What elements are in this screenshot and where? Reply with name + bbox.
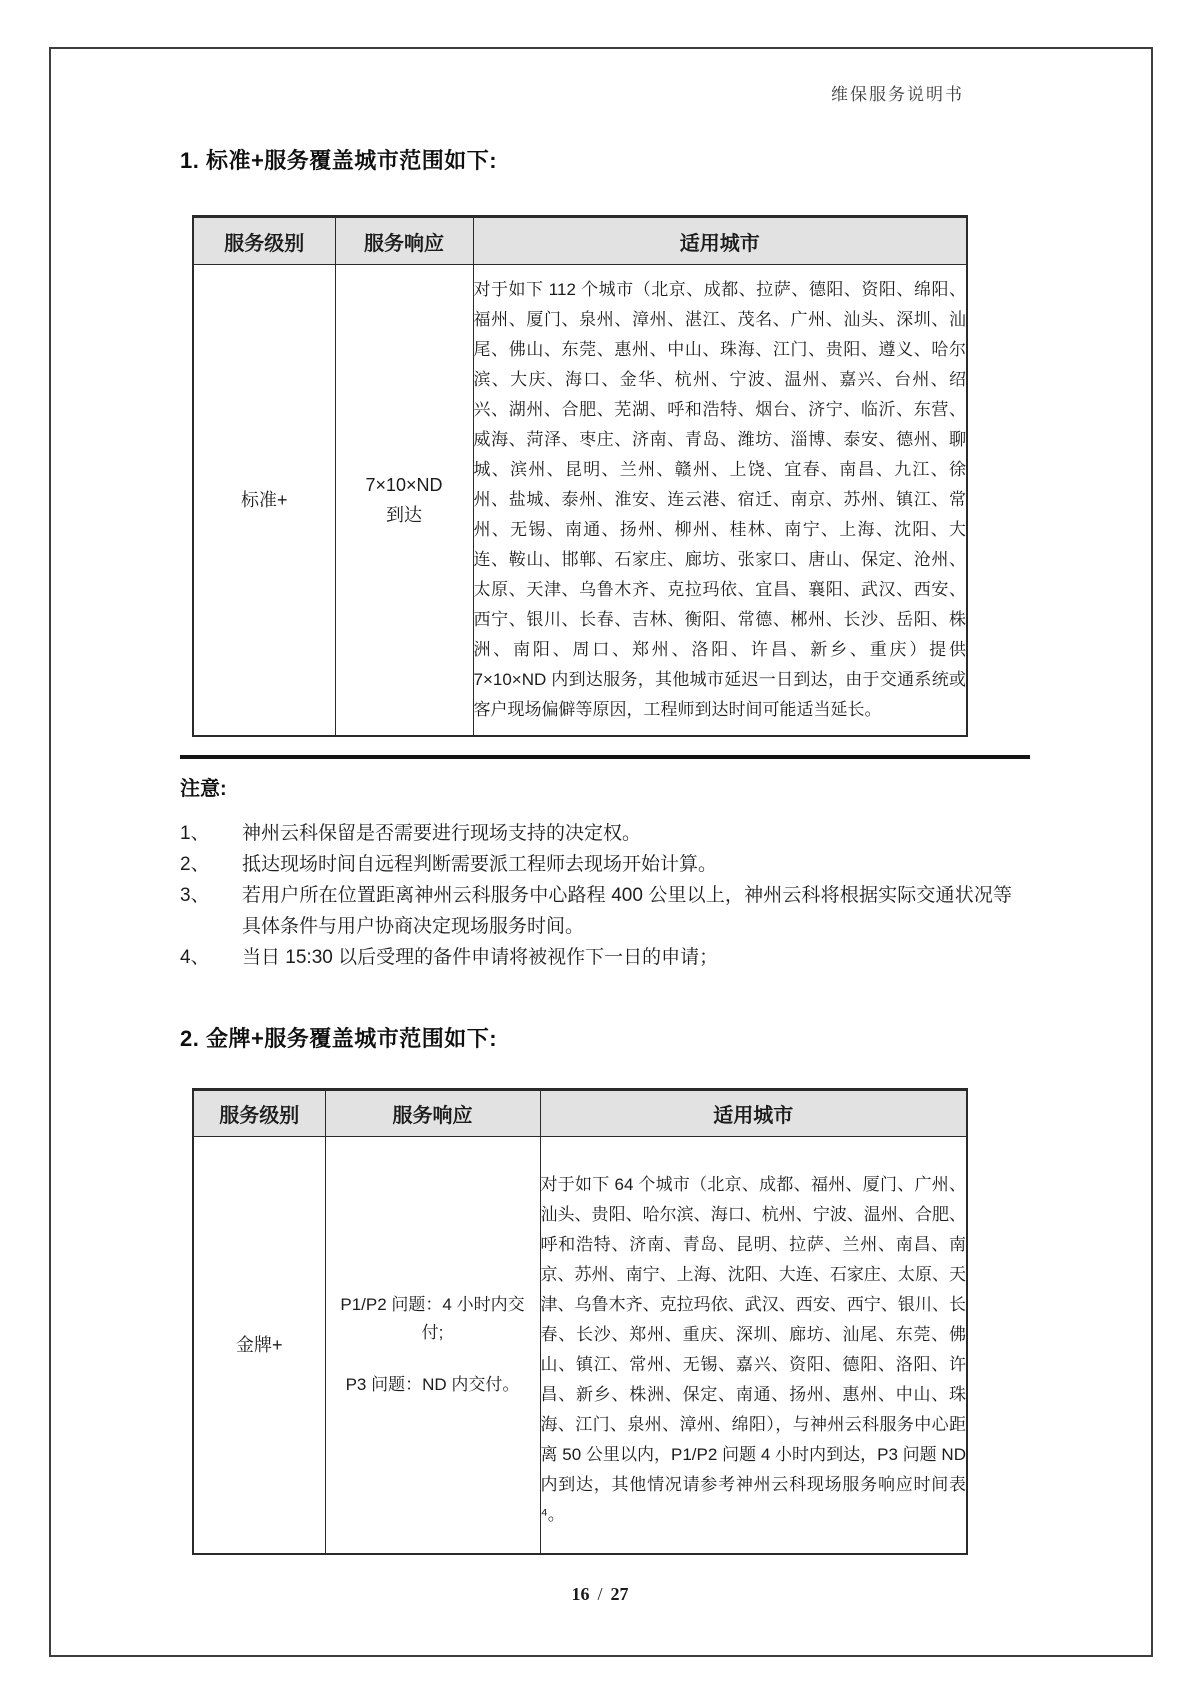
note-number: 1、 — [180, 823, 210, 844]
page-number-current: 16 — [571, 1584, 590, 1604]
table-row — [193, 1137, 967, 1555]
table-header-row — [193, 1090, 967, 1137]
column-header-applicable-cities: 适用城市 — [473, 217, 967, 265]
note-item — [180, 849, 1012, 880]
column-header-service-level: 服务级别 — [193, 1090, 325, 1137]
column-header-service-response: 服务响应 — [325, 1090, 540, 1137]
note-text: 神州云科保留是否需要进行现场支持的决定权。 — [242, 823, 642, 844]
section-gold-heading: 2. 金牌+服务覆盖城市范围如下: — [180, 1026, 498, 1051]
note-text: 当日 15:30 以后受理的备件申请将被视作下一日的申请； — [242, 947, 719, 968]
page-number-separator: / — [597, 1584, 603, 1604]
applicable-cities-cell: 对于如下 112 个城市（北京、成都、拉萨、德阳、资阳、绵阳、福州、厦门、泉州、漳州、湛江、茂名、广州、汕头、深圳、汕尾、佛山、东莞、惠州、中山、珠海、江门、贵阳、遵义、哈尔滨、大庆、海口、金华、杭州、宁波、温州、嘉兴、台州、绍兴、湖州、合肥、芜湖、呼和浩特、烟台、济宁、临沂、东营、威海、菏泽、枣庄、济南、青岛、潍坊、淄博、泰安、德州、聊城、滨州、昆明、兰州、赣州、上饶、宜春、南昌、九江、徐州、盐城、泰州、淮安、连云港、宿迁、南京、苏州、镇江、常州、无锡、南通、扬州、柳州、桂林、南宁、上海、沈阳、大连、鞍山、邯郸、石家庄、廊坊、张家口、唐山、保定、沧州、太原、天津、乌鲁木齐、克拉玛依、宜昌、襄阳、武汉、西安、西宁、银川、长春、吉林、衡阳、常德、郴州、长沙、岳阳、株洲、南阳、周口、郑州、洛阳、许昌、新乡、重庆）提供 7×10×ND 内到达服务，其他城市延迟一日到达，由于交通系统或客户现场偏僻等原因，工程师到达时间可能适当延长。 — [473, 265, 967, 737]
note-item — [180, 880, 1012, 942]
service-response-line: P1/P2 问题：4 小时内交付; — [340, 1295, 525, 1342]
column-header-service-level: 服务级别 — [193, 217, 335, 265]
service-response-cell — [335, 265, 473, 737]
table-row — [193, 265, 967, 737]
note-number: 3、 — [180, 885, 210, 906]
notes-list — [180, 818, 1012, 973]
service-response-line: P3 问题：ND 内交付。 — [345, 1375, 520, 1394]
note-item — [180, 818, 1012, 849]
note-text: 抵达现场时间自远程判断需要派工程师去现场开始计算。 — [242, 854, 718, 875]
service-response-cell — [325, 1137, 540, 1555]
note-item — [180, 942, 1012, 973]
column-header-applicable-cities: 适用城市 — [540, 1090, 967, 1137]
section-standard-heading: 1. 标准+服务覆盖城市范围如下: — [180, 148, 498, 173]
applicable-cities-cell: 对于如下 64 个城市（北京、成都、福州、厦门、广州、汕头、贵阳、哈尔滨、海口、杭州、宁波、温州、合肥、呼和浩特、济南、青岛、昆明、拉萨、兰州、南昌、南京、苏州、南宁、上海、沈阳、大连、石家庄、太原、天津、乌鲁木齐、克拉玛依、武汉、西安、西宁、银川、长春、长沙、郑州、重庆、深圳、廊坊、汕尾、东莞、佛山、镇江、常州、无锡、嘉兴、资阳、德阳、洛阳、许昌、新乡、株洲、保定、南通、扬州、惠州、中山、珠海、江门、泉州、漳州、绵阳），与神州云科服务中心距离 50 公里以内，P1/P2 问题 4 小时内到达，P3 问题 ND 内到达，其他情况请参考神州云科现场服务响应时间表 ⁴。 — [540, 1137, 967, 1555]
service-response-line: 到达 — [386, 505, 422, 525]
note-number: 2、 — [180, 854, 210, 875]
gold-service-table — [192, 1088, 968, 1555]
note-text: 若用户所在位置距离神州云科服务中心路程 400 公里以上，神州云科将根据实际交通状况等具体条件与用户协商决定现场服务时间。 — [242, 885, 1012, 937]
notes-title: 注意: — [180, 778, 227, 800]
service-level-cell: 金牌+ — [193, 1137, 325, 1555]
document-header-title: 维保服务说明书 — [831, 85, 964, 104]
page-footer — [0, 1584, 1200, 1605]
section-divider-rule — [180, 755, 1030, 759]
table-header-row — [193, 217, 967, 265]
column-header-service-response: 服务响应 — [335, 217, 473, 265]
service-response-line: 7×10×ND — [365, 475, 443, 495]
page-number-total: 27 — [610, 1584, 629, 1604]
standard-service-table — [192, 215, 968, 737]
service-level-cell: 标准+ — [193, 265, 335, 737]
note-number: 4、 — [180, 947, 210, 968]
